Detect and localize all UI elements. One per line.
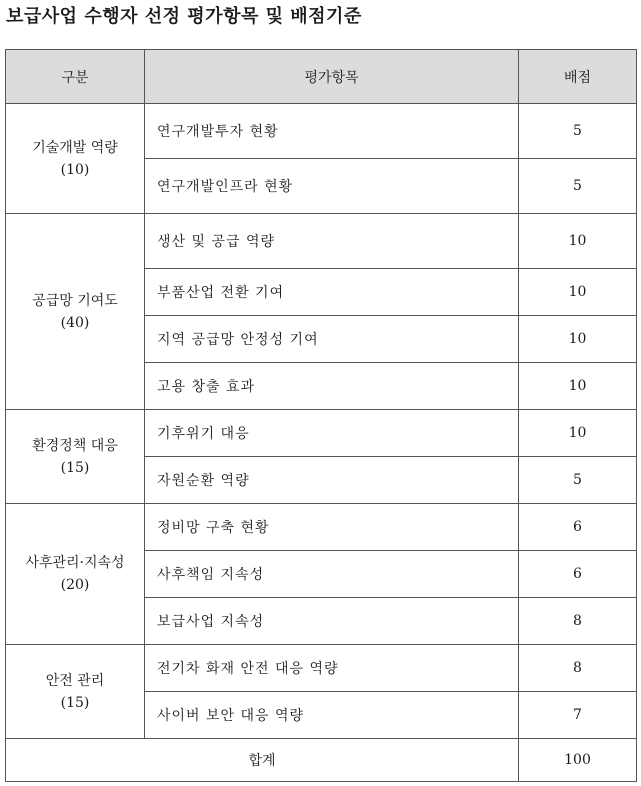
item-cell: 부품산업 전환 기여 xyxy=(145,269,519,316)
item-cell: 자원순환 역량 xyxy=(145,457,519,504)
category-name: 안전 관리 xyxy=(45,672,105,689)
table-row xyxy=(6,214,637,269)
category-name: 환경정책 대응 xyxy=(32,437,118,454)
score-cell: 8 xyxy=(519,645,637,692)
header-item: 평가항목 xyxy=(145,50,519,104)
header-category: 구분 xyxy=(6,50,145,104)
score-cell: 6 xyxy=(519,551,637,598)
score-cell: 5 xyxy=(519,457,637,504)
category-points: (15) xyxy=(60,694,90,711)
item-cell: 지역 공급망 안정성 기여 xyxy=(145,316,519,363)
document-title: 보급사업 수행자 선정 평가항목 및 배점기준 xyxy=(6,6,362,27)
item-cell: 사후책임 지속성 xyxy=(145,551,519,598)
score-cell: 8 xyxy=(519,598,637,645)
category-cell xyxy=(6,104,145,214)
score-cell: 6 xyxy=(519,504,637,551)
item-cell: 생산 및 공급 역량 xyxy=(145,214,519,269)
category-cell xyxy=(6,214,145,410)
score-cell: 5 xyxy=(519,104,637,159)
category-points: (20) xyxy=(60,577,90,593)
score-cell: 10 xyxy=(519,269,637,316)
category-points: (15) xyxy=(60,459,90,476)
item-cell: 보급사업 지속성 xyxy=(145,598,519,645)
score-cell: 10 xyxy=(519,363,637,410)
table-row xyxy=(6,645,637,692)
header-score: 배점 xyxy=(519,50,637,104)
table-row xyxy=(6,504,637,551)
item-cell: 정비망 구축 현황 xyxy=(145,504,519,551)
item-cell: 고용 창출 효과 xyxy=(145,363,519,410)
evaluation-table xyxy=(5,49,637,782)
category-points: (10) xyxy=(60,161,90,178)
table-row xyxy=(6,410,637,457)
total-row xyxy=(6,739,637,782)
score-cell: 10 xyxy=(519,316,637,363)
item-cell: 연구개발투자 현황 xyxy=(145,104,519,159)
item-cell: 사이버 보안 대응 역량 xyxy=(145,692,519,739)
category-cell xyxy=(6,504,145,645)
score-cell: 5 xyxy=(519,159,637,214)
category-name: 공급망 기여도 xyxy=(32,292,118,309)
table-row xyxy=(6,104,637,159)
total-label: 합계 xyxy=(6,739,519,782)
item-cell: 연구개발인프라 현황 xyxy=(145,159,519,214)
score-cell: 10 xyxy=(519,214,637,269)
category-cell xyxy=(6,410,145,504)
item-cell: 기후위기 대응 xyxy=(145,410,519,457)
score-cell: 10 xyxy=(519,410,637,457)
category-cell xyxy=(6,645,145,739)
item-cell: 전기차 화재 안전 대응 역량 xyxy=(145,645,519,692)
table-header-row xyxy=(6,50,637,104)
score-cell: 7 xyxy=(519,692,637,739)
category-points: (40) xyxy=(60,314,90,331)
total-score: 100 xyxy=(519,739,637,782)
category-name: 사후관리·지속성 xyxy=(25,555,125,571)
category-name: 기술개발 역량 xyxy=(32,139,118,156)
